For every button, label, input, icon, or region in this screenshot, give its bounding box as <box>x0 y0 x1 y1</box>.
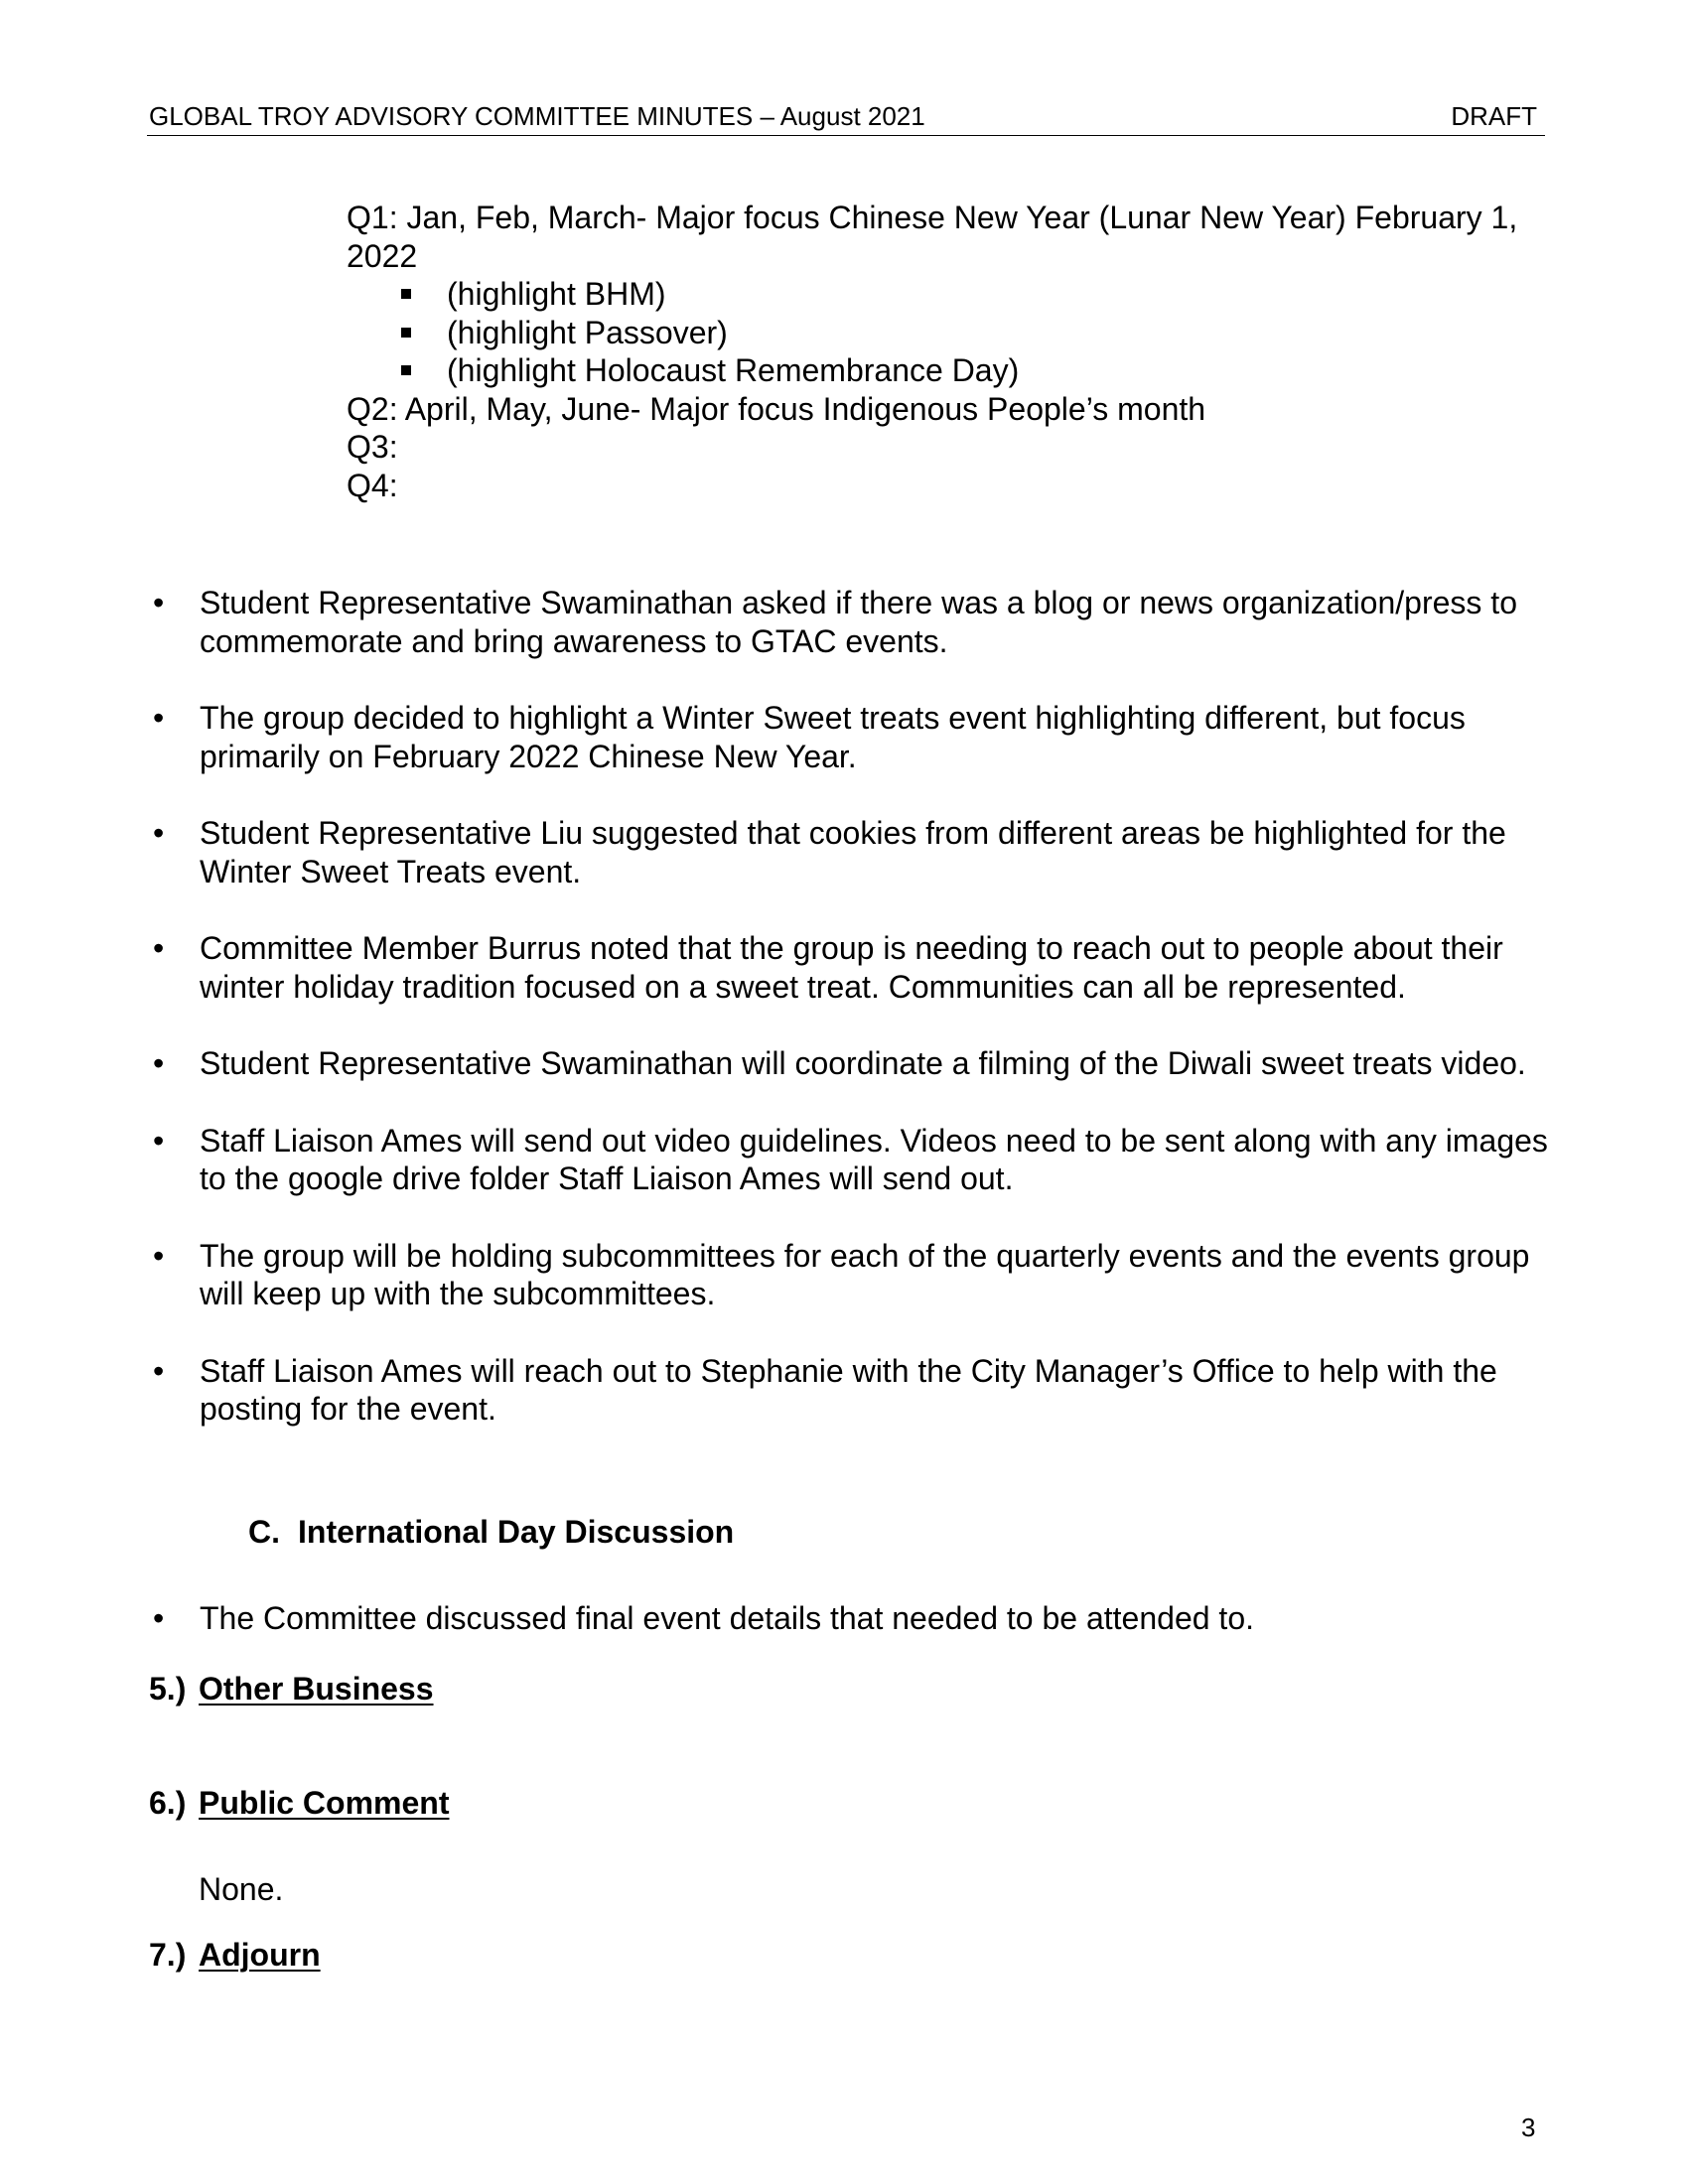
document-title: GLOBAL TROY ADVISORY COMMITTEE MINUTES – August 2021 <box>149 101 925 131</box>
bullet-icon: • <box>153 1352 165 1389</box>
bullet-icon: • <box>153 700 165 736</box>
bullet-text: Staff Liaison Ames will reach out to Stephanie with the City Manager’s Office to help with the posting for the event. <box>200 1352 1497 1427</box>
section-title: Adjourn <box>199 1937 321 1973</box>
subsection-heading <box>248 1513 734 1552</box>
q1-highlight-item: (highlight Passover) <box>347 314 1553 352</box>
section-title: Public Comment <box>199 1785 450 1821</box>
subsection-title: International Day Discussion <box>298 1514 735 1550</box>
section-number: 6.) <box>149 1785 187 1821</box>
section-public-comment <box>149 1784 449 1823</box>
section-other-business <box>149 1670 434 1708</box>
bullet-icon: • <box>153 1600 165 1636</box>
bullet-item <box>147 1237 1557 1313</box>
bullet-text: Committee Member Burrus noted that the group is needing to reach out to people about their winter holiday tradition focused on a sweet treat. Communities can all be represented. <box>200 930 1503 1005</box>
bullet-item <box>147 1599 1610 1638</box>
bullet-icon: • <box>153 1237 165 1274</box>
section-title: Other Business <box>199 1671 434 1706</box>
bullet-text: Staff Liaison Ames will send out video guidelines. Videos need to be sent along with any images to the google drive folder Staff Liaison Ames will send out. <box>200 1122 1548 1196</box>
q1-highlight-item: (highlight BHM) <box>347 275 1553 314</box>
discussion-bullets <box>147 584 1557 1467</box>
bullet-item <box>147 1044 1557 1083</box>
q2-line: Q2: April, May, June- Major focus Indigenous People’s month <box>347 390 1206 427</box>
bullet-icon: • <box>153 930 165 966</box>
page-number: 3 <box>1521 2113 1536 2142</box>
bullet-text: Student Representative Swaminathan asked if there was a blog or news organization/press to commemorate and bring awareness to GTAC events. <box>200 585 1517 659</box>
bullet-icon: • <box>153 585 165 620</box>
bullet-icon: • <box>153 815 165 851</box>
bullet-item <box>147 1352 1557 1429</box>
bullet-text: Student Representative Swaminathan will coordinate a filming of the Diwali sweet treats video. <box>200 1045 1526 1081</box>
q1-highlights <box>347 275 1553 390</box>
bullet-text: The Committee discussed final event details that needed to be attended to. <box>200 1600 1254 1636</box>
q1-highlight-item: (highlight Holocaust Remembrance Day) <box>347 351 1553 390</box>
bullet-item <box>147 584 1557 660</box>
section-number: 5.) <box>149 1671 187 1706</box>
q3-line: Q3: <box>347 429 398 465</box>
bullet-item <box>147 1122 1557 1198</box>
quarter-plan <box>347 199 1553 504</box>
page-header <box>147 101 1545 136</box>
q1-line: Q1: Jan, Feb, March- Major focus Chinese New Year (Lunar New Year) February 1, 2022 <box>347 200 1518 274</box>
bullet-item <box>147 814 1557 890</box>
section-number: 7.) <box>149 1937 187 1973</box>
public-comment-body: None. <box>199 1871 284 1907</box>
bullet-text: The group will be holding subcommittees for each of the quarterly events and the events group will keep up with the subcommittees. <box>200 1237 1530 1311</box>
bullet-text: The group decided to highlight a Winter Sweet treats event highlighting different, but focus primarily on February 2022 Chinese New Year. <box>200 700 1466 774</box>
draft-label: DRAFT <box>1451 101 1537 131</box>
bullet-item <box>147 929 1557 1006</box>
bullet-text: Student Representative Liu suggested that cookies from different areas be highlighted for the Winter Sweet Treats event. <box>200 815 1506 889</box>
subsection-letter: C. <box>248 1514 280 1550</box>
bullet-icon: • <box>153 1045 165 1081</box>
section-adjourn <box>149 1936 321 1975</box>
bullet-icon: • <box>153 1122 165 1159</box>
bullet-item <box>147 699 1557 775</box>
q4-line: Q4: <box>347 467 398 503</box>
